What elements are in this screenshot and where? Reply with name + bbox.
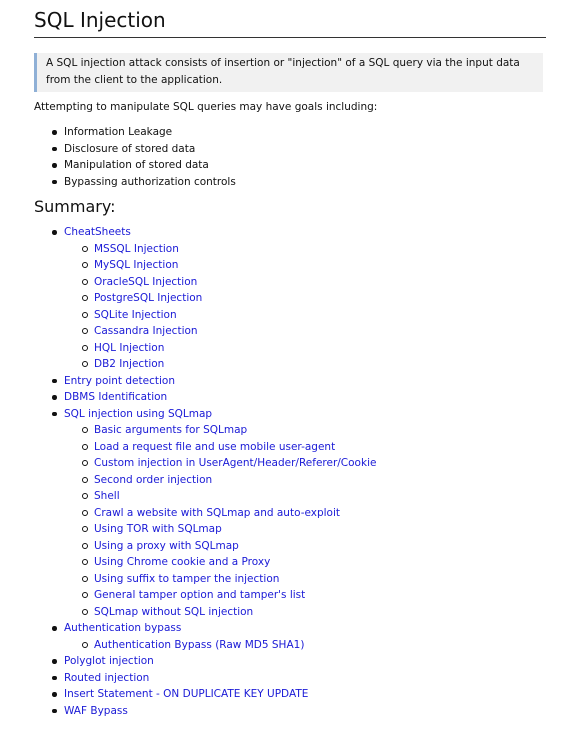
summary-sublink[interactable]: DB2 Injection (94, 358, 165, 370)
summary-item-sqlmap (64, 406, 546, 621)
summary-sublink[interactable]: Using suffix to tamper the injection (94, 572, 280, 585)
summary-sublink[interactable]: SQLmap without SQL injection (94, 605, 254, 618)
summary-subitem (94, 307, 546, 324)
summary-sublink[interactable]: Using TOR with SQLmap (94, 523, 222, 535)
goals-list (34, 124, 546, 190)
summary-sublink[interactable]: Authentication Bypass (Raw MD5 SHA1) (94, 638, 305, 651)
summary-subitem (94, 455, 546, 472)
summary-sublist (64, 637, 546, 654)
summary-sublink[interactable]: Using a proxy with SQLmap (94, 539, 239, 552)
summary-subitem (94, 439, 546, 456)
summary-link[interactable]: Authentication bypass (64, 622, 182, 634)
summary-sublist (64, 241, 546, 373)
summary-subitem (94, 274, 546, 291)
summary-link[interactable]: Routed injection (64, 671, 150, 684)
summary-sublink[interactable]: Basic arguments for SQLmap (94, 424, 248, 436)
summary-item-insert-statement (64, 686, 546, 703)
summary-link[interactable]: WAF Bypass (64, 704, 128, 717)
summary-subitem (94, 571, 546, 588)
summary-item-cheatsheets (64, 224, 546, 373)
summary-subitem (94, 587, 546, 604)
summary-link[interactable]: Entry point detection (64, 374, 175, 387)
summary-link[interactable]: CheatSheets (64, 226, 131, 238)
goal-item: Bypassing authorization controls (64, 174, 546, 191)
goal-item: Information Leakage (64, 124, 546, 141)
summary-subitem (94, 340, 546, 357)
intro-paragraph: Attempting to manipulate SQL queries may have goals including: (34, 101, 378, 113)
goal-item: Manipulation of stored data (64, 157, 546, 174)
summary-sublink[interactable]: Shell (94, 490, 120, 502)
summary-sublink[interactable]: SQLite Injection (94, 308, 177, 321)
summary-sublink[interactable]: Load a request file and use mobile user-agent (94, 440, 336, 453)
summary-sublist (64, 422, 546, 620)
summary-sublink[interactable]: OracleSQL Injection (94, 275, 198, 288)
summary-item-dbms (64, 389, 546, 406)
summary-sublink[interactable]: Custom injection in UserAgent/Header/Referer/Cookie (94, 457, 377, 469)
definition-callout: A SQL injection attack consists of insertion or "injection" of a SQL query via the input data from the client to the application. (34, 53, 543, 92)
summary-subitem (94, 472, 546, 489)
summary-sublink[interactable]: MSSQL Injection (94, 242, 179, 255)
summary-list (34, 224, 546, 719)
summary-sublink[interactable]: Cassandra Injection (94, 325, 198, 337)
summary-subitem (94, 505, 546, 522)
summary-item-routed (64, 670, 546, 687)
summary-sublink[interactable]: HQL Injection (94, 341, 165, 354)
summary-sublink[interactable]: PostgreSQL Injection (94, 292, 203, 304)
summary-subitem (94, 554, 546, 571)
document-page (34, 0, 546, 719)
summary-sublink[interactable]: Using Chrome cookie and a Proxy (94, 556, 271, 568)
summary-subitem (94, 604, 546, 621)
summary-subitem (94, 257, 546, 274)
summary-subitem (94, 356, 546, 373)
summary-item-auth-bypass (64, 620, 546, 653)
summary-heading: Summary: (34, 197, 116, 216)
goal-item: Disclosure of stored data (64, 141, 546, 158)
summary-sublink[interactable]: Crawl a website with SQLmap and auto-exploit (94, 506, 341, 519)
page-title: SQL Injection (34, 0, 546, 38)
summary-item-entry-point (64, 373, 546, 390)
summary-subitem (94, 290, 546, 307)
summary-subitem (94, 521, 546, 538)
summary-subitem (94, 637, 546, 654)
summary-link[interactable]: DBMS Identification (64, 391, 168, 403)
summary-item-polyglot (64, 653, 546, 670)
summary-subitem (94, 538, 546, 555)
summary-item-waf-bypass (64, 703, 546, 720)
summary-subitem (94, 422, 546, 439)
summary-subitem (94, 488, 546, 505)
summary-subitem (94, 323, 546, 340)
summary-link[interactable]: Insert Statement - ON DUPLICATE KEY UPDATE (64, 688, 309, 700)
summary-link[interactable]: SQL injection using SQLmap (64, 407, 213, 420)
summary-subitem (94, 241, 546, 258)
summary-link[interactable]: Polyglot injection (64, 655, 154, 667)
summary-sublink[interactable]: General tamper option and tamper's list (94, 589, 306, 601)
summary-sublink[interactable]: Second order injection (94, 473, 213, 486)
summary-sublink[interactable]: MySQL Injection (94, 259, 179, 271)
